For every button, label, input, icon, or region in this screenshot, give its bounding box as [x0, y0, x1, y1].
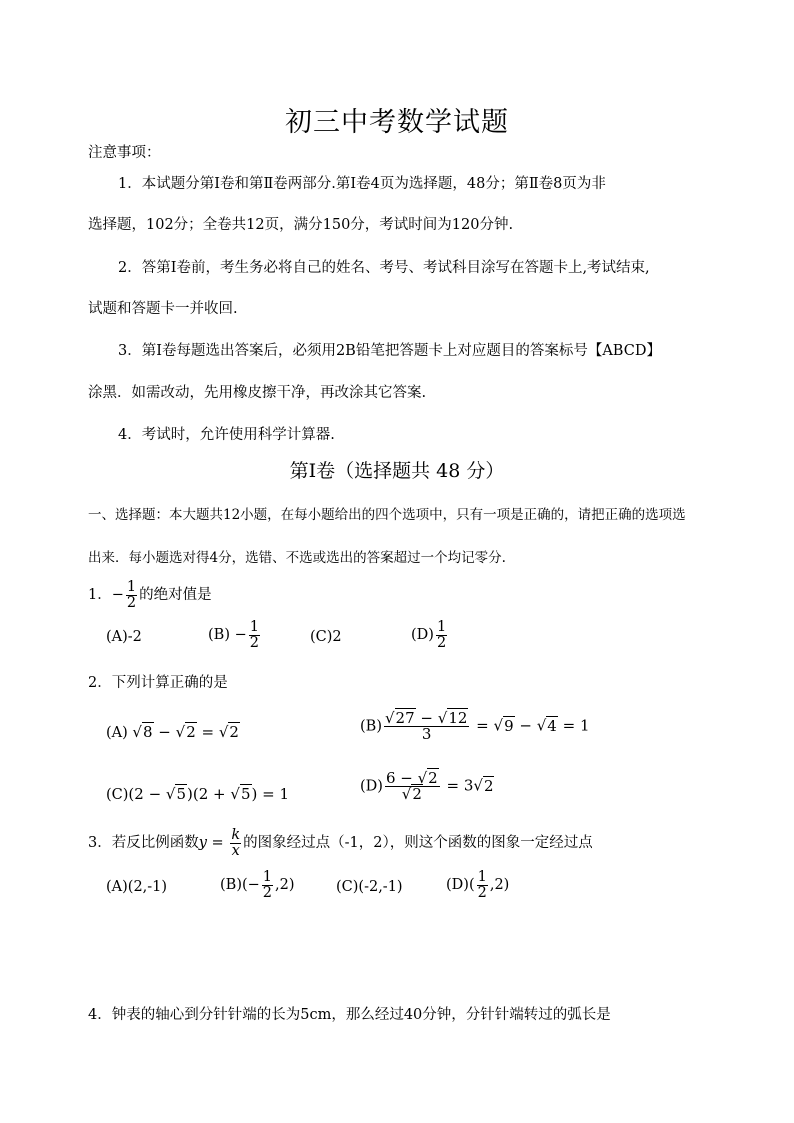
q3-option-b-prefix: (B)(− — [220, 877, 260, 893]
q3-option-b — [220, 870, 295, 900]
q3-option-b-suffix: ,2) — [275, 877, 295, 893]
part1-instructions-line1: 一、选择题：本大题共12小题，在每小题给出的四个选项中，只有一项是正确的，请把正确的选项选 — [88, 507, 686, 523]
notice-item2-line2: 试题和答题卡一并收回. — [88, 301, 238, 317]
q1-option-d — [411, 620, 449, 650]
q3-fraction-den: x — [231, 842, 240, 859]
q1-stem — [88, 580, 212, 610]
notice-item2-line1: 2．答第Ⅰ卷前，考生务必将自己的姓名、考号、考试科目涂写在答题卡上,考试结束, — [118, 260, 650, 276]
q1-fraction — [126, 580, 137, 610]
q1-option-b — [208, 620, 262, 650]
q3-option-d-den: 2 — [477, 884, 487, 901]
notice-item3-line2: 涂黑．如需改动，先用橡皮擦干净，再改涂其它答案. — [88, 385, 427, 401]
q1-option-d-num: 1 — [436, 619, 447, 635]
q3-option-d-num: 1 — [477, 869, 487, 885]
q1-option-b-num: 1 — [249, 619, 259, 635]
q3-suffix: 的图象经过点（-1，2），则这个函数的图象一定经过点 — [243, 835, 593, 851]
q3-option-a: (A)(2,-1) — [106, 879, 168, 895]
q2-option-d: (D) $\frac{6 - √2}{√2}$ = 3√2 — [360, 769, 494, 803]
q2-option-c-label: (C) — [106, 787, 129, 803]
q1-suffix: 的绝对值是 — [139, 587, 212, 603]
q1-prefix: 1．− — [88, 587, 124, 603]
q1-option-c: (C)2 — [310, 629, 342, 645]
q1-fraction-den: 2 — [126, 594, 137, 611]
q3-option-d-fraction — [477, 870, 488, 900]
q3-option-d-prefix: (D)( — [446, 877, 475, 893]
notice-item1-line2: 选择题，102分；全卷共12页，满分150分，考试时间为120分钟. — [88, 217, 514, 233]
notice-item4: 4．考试时，允许使用科学计算器. — [118, 427, 335, 443]
q2-option-b-label: (B) — [360, 718, 382, 735]
notice-heading: 注意事项： — [88, 145, 161, 161]
q3-eq: = — [206, 835, 229, 851]
q1-option-a: (A)-2 — [106, 629, 142, 645]
q1-option-d-fraction — [436, 620, 447, 650]
q2-option-b-fraction: $\frac{√27 - √12}{3}$ — [384, 709, 468, 743]
part1-instructions-line2: 出来．每小题选对得4分，选错、不选或选出的答案超过一个均记零分. — [88, 550, 506, 566]
q2-option-a-label: (A) — [106, 725, 128, 741]
q2-stem: 2．下列计算正确的是 — [88, 675, 228, 691]
q1-option-d-den: 2 — [436, 634, 447, 651]
q4-stem: 4．钟表的轴心到分针针端的长为5cm，那么经过40分钟，分针针端转过的弧长是 — [88, 1007, 611, 1023]
q1-fraction-num: 1 — [126, 579, 137, 595]
q2-option-d-label: (D) — [360, 778, 383, 795]
page-title: 初三中考数学试题 — [285, 107, 509, 138]
q3-fraction-num: k — [231, 827, 241, 843]
q1-option-d-prefix: (D) — [411, 627, 434, 643]
notice-item1-line1: 1．本试题分第Ⅰ卷和第Ⅱ卷两部分.第Ⅰ卷4页为选择题，48分；第Ⅱ卷8页为非 — [118, 176, 606, 192]
q3-option-b-fraction — [262, 870, 273, 900]
q3-option-d-suffix: ,2) — [489, 877, 510, 893]
q3-prefix: 3．若反比例函数 — [88, 835, 199, 851]
q1-option-b-fraction — [249, 620, 260, 650]
q2-option-d-fraction: $\frac{6 - √2}{√2}$ — [385, 769, 438, 803]
q3-fraction — [230, 828, 241, 858]
q1-option-b-prefix: (B) − — [208, 627, 247, 643]
part1-heading: 第Ⅰ卷（选择题共 48 分） — [289, 460, 505, 482]
notice-item3-line1: 3．第Ⅰ卷每题选出答案后，必须用2B铅笔把答题卡上对应题目的答案标号【ABCD】 — [118, 343, 661, 359]
q3-option-b-den: 2 — [262, 884, 273, 901]
q1-option-b-den: 2 — [249, 634, 259, 651]
q3-y: y — [198, 835, 207, 851]
q2-option-c: (C)(2 − √5)(2 + √5) = 1 — [106, 785, 289, 803]
q2-option-b: (B) $\frac{√27 - √12}{3}$ = √9 − √4 = 1 — [360, 709, 590, 743]
q3-option-b-num: 1 — [262, 869, 273, 885]
q2-option-a: (A) √8 − √2 = √2 — [106, 723, 239, 741]
q3-option-c: (C)(-2,-1) — [336, 879, 403, 895]
q3-stem — [88, 828, 593, 858]
q3-option-d — [446, 870, 509, 900]
